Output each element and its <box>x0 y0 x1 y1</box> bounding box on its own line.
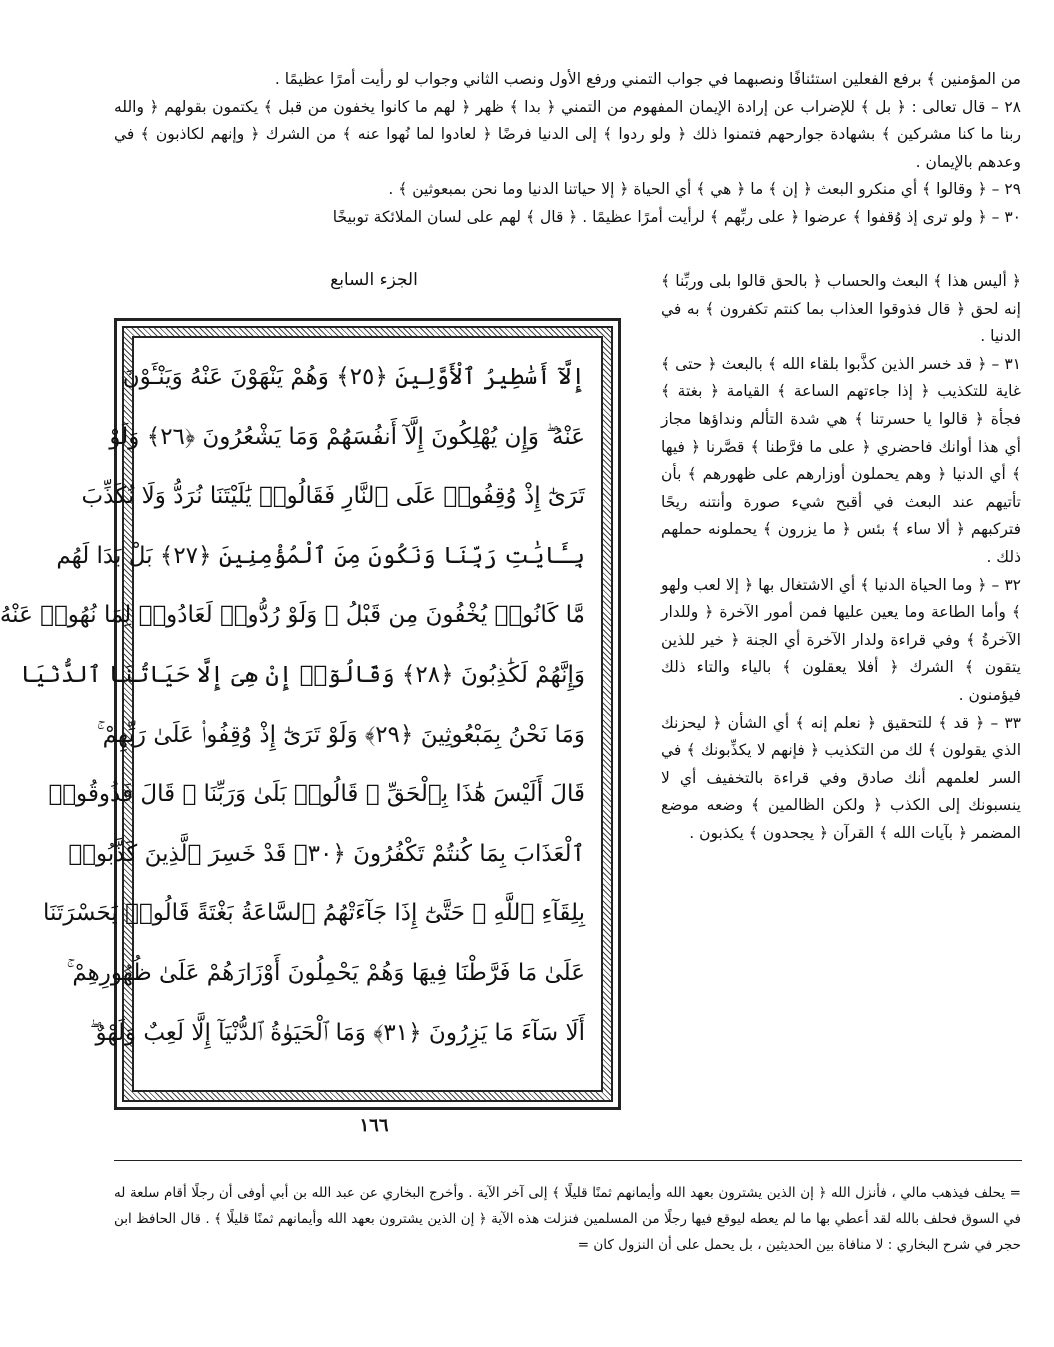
quran-line: إِلَّآ أَسَٰطِيرُ ٱلْأَوَّلِينَ ﴿٢٥﴾ وَهُمْ يَنْهَوْنَ عَنْهُ وَيَنْـَٔوْنَ <box>122 364 585 390</box>
quran-line: بِـَٔايَٰتِ رَبِّنَا وَنَكُونَ مِنَ ٱلْمُؤْمِنِينَ ﴿٢٧﴾ بَلْ بَدَا لَهُم <box>56 542 585 569</box>
quran-frame <box>0 318 621 1110</box>
footnote-paragraph: = يحلف فيذهب مالي ، فأنزل الله ﴿ إن الذين يشترون بعهد الله وأيمانهم ثمنًا قليلًا ﴾ إلى آخر الآية . وأخرج البخاري عن عبد الله بن أبي أوفى أن رجلًا أقام سلعة له في السوق فحلف بالله لقد أعطي بها ما لم يعطه ليوقع فيها رجلًا من المسلمين فنزلت هذه الآية ﴿ إن الذين يشترون بعهد الله وأيمانهم ثمنًا قليلًا ﴾ . قال الحافظ ابن حجر في شرح البخاري : لا منافاة بين الحديثين ، بل يحمل على أن النزول كان = <box>114 1185 1021 1253</box>
page-number: ١٦٦ <box>359 1115 389 1136</box>
commentary-paragraph: ٢٩ – ﴿ وقالوا ﴾ أي منكرو البعث ﴿ إن ﴾ ما ﴿ هي ﴾ أي الحياة ﴿ إلا حياتنا الدنيا وما نحن بمبعوثين ﴾ . <box>388 180 1021 198</box>
quran-line: قَالَ أَلَيْسَ هَٰذَا بِٱلْحَقِّ ۚ قَالُوا۟ بَلَىٰ وَرَبِّنَا ۚ قَالَ فَذُوقُوا۟ <box>48 781 585 808</box>
commentary-paragraph: ٢٨ – قال تعالى : ﴿ بل ﴾ للإضراب عن إرادة الإيمان المفهوم من التمني ﴿ بدا ﴾ ظهر ﴿ لهم ما كانوا يخفون من قبل ﴾ يكتمون بقولهم ﴿ والله ربنا ما كنا مشركين ﴾ بشهادة جوارحهم فتمنوا ذلك ﴿ ولو ردوا ﴾ إلى الدنيا فرضًا ﴿ لعادوا لما نُهوا عنه ﴾ من الشرك ﴿ وإنهم لكاذبون ﴾ في وعدهم بالإيمان . <box>114 97 1021 171</box>
footnote <box>114 1180 1021 1258</box>
footnote-divider <box>114 1160 1022 1161</box>
frame-ornament-border <box>0 326 613 1102</box>
frame-inner <box>0 336 603 1092</box>
quran-line: ٱلْعَذَابَ بِمَا كُنتُمْ تَكْفُرُونَ ﴿٣٠﴾ قَدْ خَسِرَ ٱلَّذِينَ كَذَّبُوا۟ <box>68 840 585 867</box>
juz-header: الجزء السابع <box>330 270 418 290</box>
commentary-paragraph: ٣٠ – ﴿ ولو ترى إذ وُقفوا ﴾ عرضوا ﴿ على ربِّهم ﴾ لرأيت أمرًا عظيمًا . ﴿ قال ﴾ لهم على لسان الملائكة توبيخًا <box>332 207 1021 226</box>
commentary-paragraph: ﴿ أليس هذا ﴾ البعث والحساب ﴿ بالحق قالوا بلى وربِّنا ﴾ إنه لحق ﴿ قال فذوقوا العذاب بما كنتم تكفرون ﴾ به في الدنيا . <box>661 272 1021 346</box>
commentary-paragraph: من المؤمنين ﴾ برفع الفعلين استئنافًا ونصبهما في جواب التمني ورفع الأول ونصب الثاني وجواب لو رأيت أمرًا عظيمًا . <box>274 70 1021 88</box>
quran-line: وَمَا نَحْنُ بِمَبْعُوثِينَ ﴿٢٩﴾ وَلَوْ تَرَىٰٓ إِذْ وُقِفُوا۟ عَلَىٰ رَبِّهِمْ ۚ <box>96 721 585 748</box>
quran-line: أَلَا سَآءَ مَا يَزِرُونَ ﴿٣١﴾ وَمَا ٱلْحَيَوٰةُ ٱلدُّنْيَآ إِلَّا لَعِبٌ وَلَهْوٌ ۖ <box>89 1019 585 1046</box>
top-commentary <box>114 66 1021 231</box>
quran-line: عَلَىٰ مَا فَرَّطْنَا فِيهَا وَهُمْ يَحْمِلُونَ أَوْزَارَهُمْ عَلَىٰ ظُهُورِهِمْ ۚ <box>66 959 585 986</box>
quran-text <box>0 348 585 1063</box>
quran-line: تَرَىٰٓ إِذْ وُقِفُوا۟ عَلَى ٱلنَّارِ فَقَالُوا۟ يَٰلَيْتَنَا نُرَدُّ وَلَا نُكَذِّبَ <box>81 483 585 510</box>
quran-line: بِلِقَآءِ ٱللَّهِ ۖ حَتَّىٰٓ إِذَا جَآءَتْهُمُ ٱلسَّاعَةُ بَغْتَةً قَالُوا۟ يَٰحَسْرَتَنَا <box>43 900 585 927</box>
quran-line: عَنْهُ ۖ وَإِن يُهْلِكُونَ إِلَّآ أَنفُسَهُمْ وَمَا يَشْعُرُونَ ﴿٢٦﴾ وَلَوْ <box>109 423 585 450</box>
commentary-paragraph: ٣١ – ﴿ قد خسر الذين كذَّبوا بلقاء الله ﴾ بالبعث ﴿ حتى ﴾ غاية للتكذيب ﴿ إذا جاءتهم الساعة ﴾ القيامة ﴿ بغتة ﴾ فجأة ﴿ قالوا يا حسرتنا ﴾ هي شدة التألم ونداؤها مجاز أي هذا أوانك فاحضري ﴿ على ما فرَّطنا ﴾ قصَّرنا ﴿ فيها ﴾ أي الدنيا ﴿ وهم يحملون أوزارهم على ظهورهم ﴾ بأن تأتيهم عند البعث في أقبح شيء صورة وأنتنه ريحًا فتركبهم ﴿ ألا ساء ﴾ بئس ﴿ ما يزرون ﴾ يحملونه حملهم ذلك . <box>661 354 1021 566</box>
commentary-paragraph: ٣٢ – ﴿ وما الحياة الدنيا ﴾ أي الاشتغال بها ﴿ إلا لعب ولهو ﴾ وأما الطاعة وما يعين عليها فمن أمور الآخرة ﴿ وللدار الآخرةُ ﴾ وفي قراءة ولدار الآخرة أي الجنة ﴿ خير للذين يتقون ﴾ الشرك ﴿ أفلا يعقلون ﴾ بالياء والتاء ذلك فيؤمنون . <box>661 575 1021 704</box>
quran-line: مَّا كَانُوا۟ يُخْفُونَ مِن قَبْلُ ۖ وَلَوْ رُدُّوا۟ لَعَادُوا۟ لِمَا نُهُوا۟ عَنْهُ <box>0 602 585 629</box>
quran-line: وَإِنَّهُمْ لَكَٰذِبُونَ ﴿٢٨﴾ وَقَالُوٓا۟ إِنْ هِىَ إِلَّا حَيَاتُنَا ٱلدُّنْيَا <box>20 661 585 688</box>
commentary-paragraph: ٣٣ – ﴿ قد ﴾ للتحقيق ﴿ نعلم إنه ﴾ أي الشأن ﴿ ليحزنك الذي يقولون ﴾ لك من التكذيب ﴿ فإنهم لا يكذِّبونك ﴾ في السر لعلمهم أنك صادق وفي قراءة بالتخفيف أي لا ينسبونك إلى الكذب ﴿ ولكن الظالمين ﴾ وضعه موضع المضمر ﴿ بآيات الله ﴾ القرآن ﴿ يجحدون ﴾ يكذبون . <box>661 713 1021 842</box>
right-commentary-column <box>661 268 1021 847</box>
